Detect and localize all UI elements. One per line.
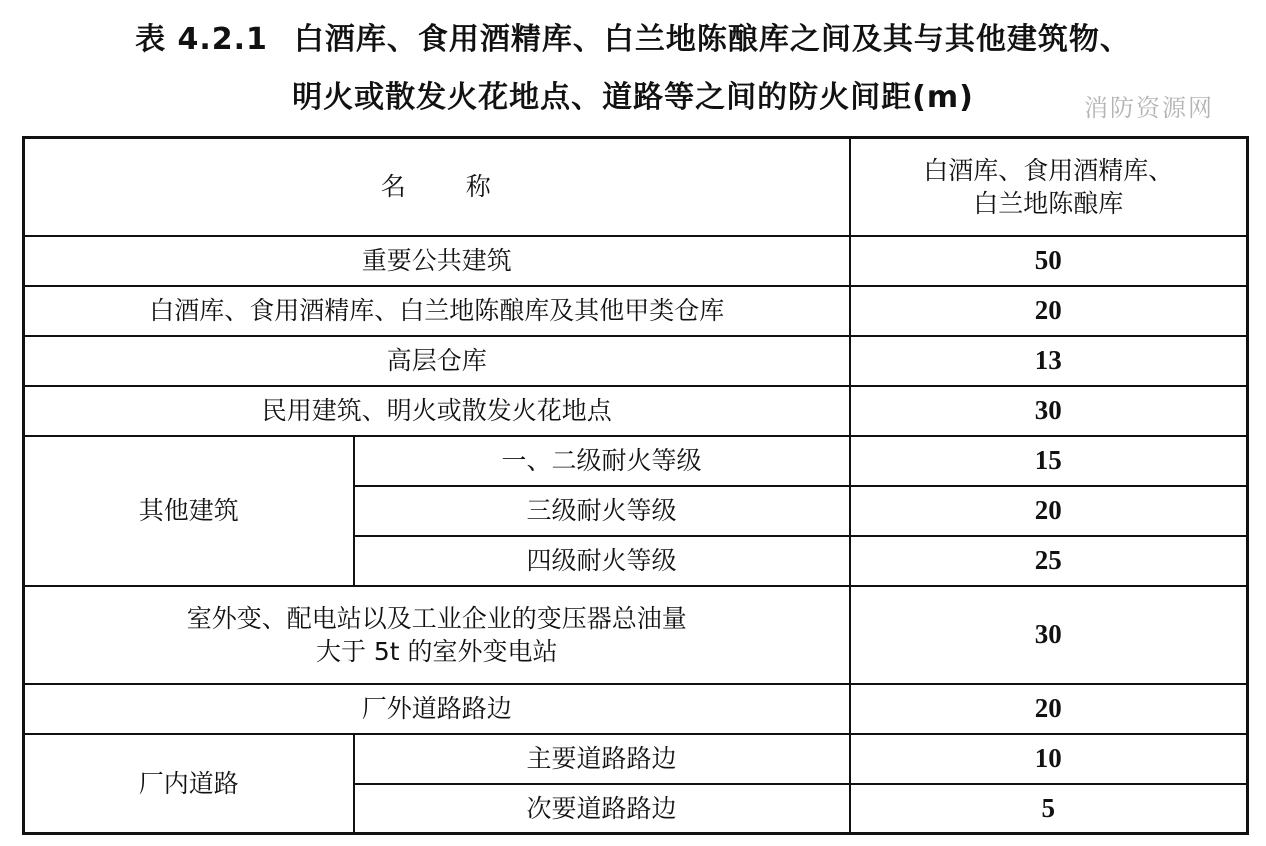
group-label-inside-road: 厂内道路 <box>24 734 354 834</box>
group-label-other-buildings: 其他建筑 <box>24 436 354 586</box>
row-value: 30 <box>850 586 1248 684</box>
row-name: 次要道路路边 <box>354 784 850 834</box>
row-value: 20 <box>850 486 1248 536</box>
name-header-part-1: 名 <box>380 172 408 202</box>
table-row <box>24 734 1248 784</box>
table-row <box>24 236 1248 286</box>
table-title-text-2: 明火或散发火花地点、道路等之间的防火间距(m) <box>292 80 974 115</box>
table-title-line-1 <box>0 14 1266 58</box>
table-row <box>24 586 1248 684</box>
fire-separation-table <box>22 136 1249 835</box>
distance-column-header <box>850 138 1248 236</box>
row-name: 白酒库、食用酒精库、白兰地陈酿库及其他甲类仓库 <box>24 286 850 336</box>
substation-line-1: 室外变、配电站以及工业企业的变压器总油量 <box>186 603 687 633</box>
distance-header-line-1: 白酒库、食用酒精库、 <box>923 155 1174 185</box>
row-name: 一、二级耐火等级 <box>354 436 850 486</box>
row-name: 高层仓库 <box>24 336 850 386</box>
name-column-header <box>24 138 850 236</box>
row-name <box>24 586 850 684</box>
table-header-row <box>24 138 1248 236</box>
table-row <box>24 684 1248 734</box>
table-title-line-2 <box>0 72 1266 116</box>
table-title-text-1: 白酒库、食用酒精库、白兰地陈酿库之间及其与其他建筑物、 <box>293 22 1131 57</box>
table-row <box>24 436 1248 486</box>
row-name: 四级耐火等级 <box>354 536 850 586</box>
row-value: 50 <box>850 236 1248 286</box>
name-header-part-2: 称 <box>465 172 493 202</box>
distance-header-line-2: 白兰地陈酿库 <box>973 188 1124 218</box>
row-name: 主要道路路边 <box>354 734 850 784</box>
table-row <box>24 336 1248 386</box>
row-value: 20 <box>850 684 1248 734</box>
table-row <box>24 386 1248 436</box>
row-value: 13 <box>850 336 1248 386</box>
row-value: 25 <box>850 536 1248 586</box>
table-row <box>24 286 1248 336</box>
row-name: 重要公共建筑 <box>24 236 850 286</box>
row-value: 10 <box>850 734 1248 784</box>
row-value: 15 <box>850 436 1248 486</box>
row-value: 20 <box>850 286 1248 336</box>
row-name: 民用建筑、明火或散发火花地点 <box>24 386 850 436</box>
row-name: 三级耐火等级 <box>354 486 850 536</box>
table-number: 表 4.2.1 <box>135 22 268 57</box>
row-name: 厂外道路路边 <box>24 684 850 734</box>
watermark: 消防资源网 <box>1084 94 1214 122</box>
row-value: 5 <box>850 784 1248 834</box>
substation-line-2: 大于 5t 的室外变电站 <box>315 636 558 666</box>
row-value: 30 <box>850 386 1248 436</box>
